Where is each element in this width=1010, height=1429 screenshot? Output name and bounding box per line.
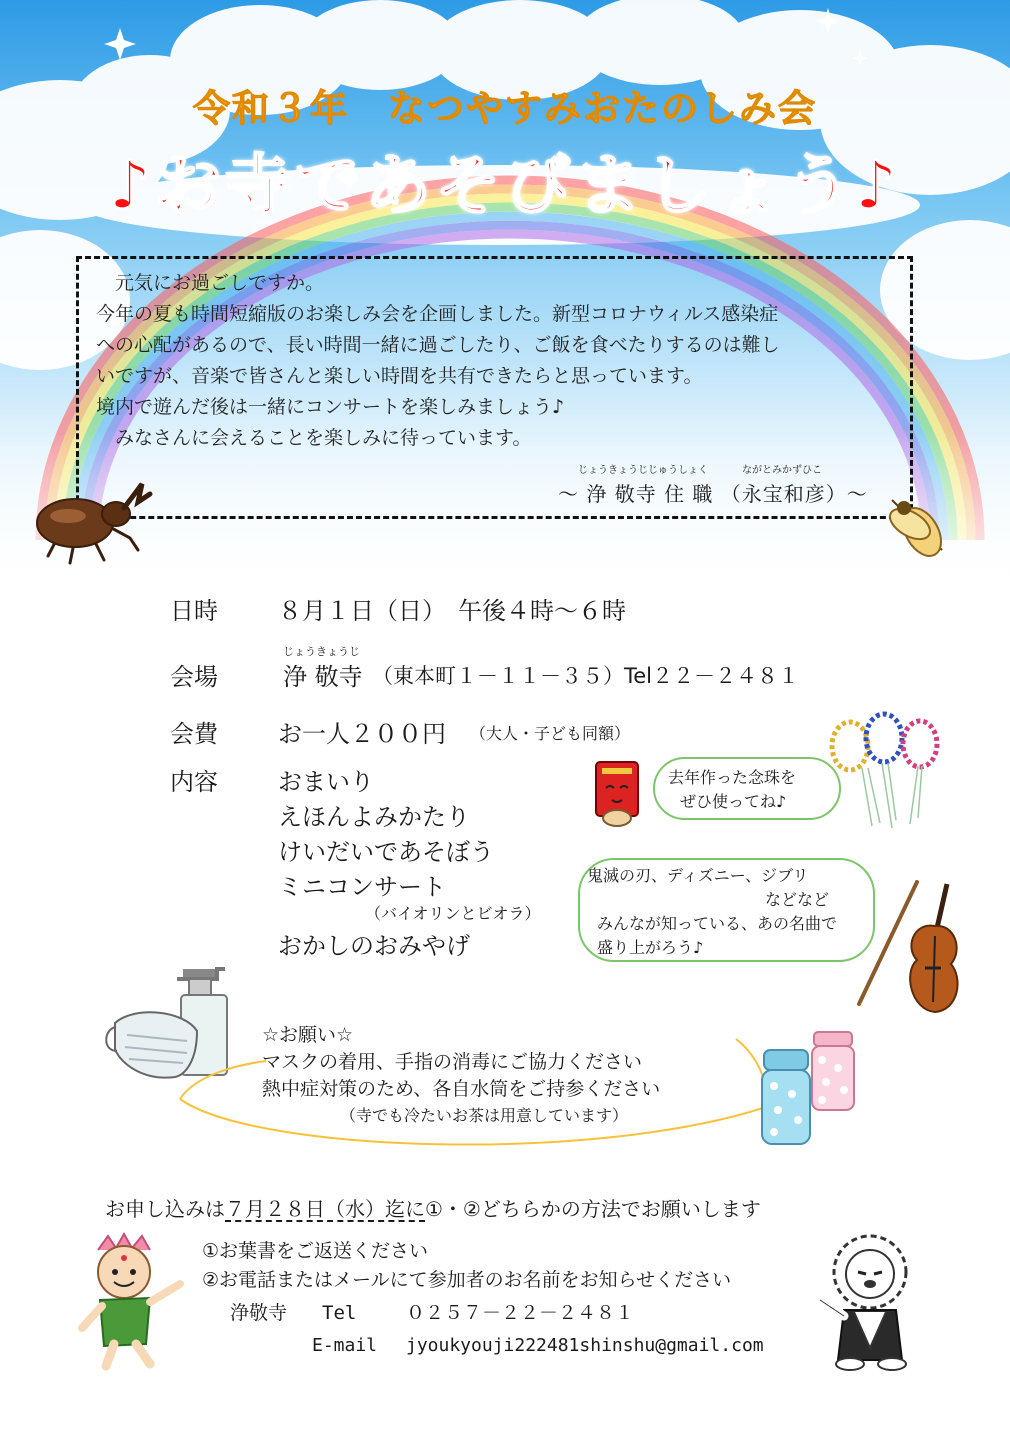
lion-monk-mascot-icon	[810, 1228, 925, 1373]
date-value: ８月１日（日） 午後４時～６時	[278, 597, 626, 625]
content-item-4: ミニコンサート	[278, 873, 446, 901]
application-deadline: ７月２８日（水）迄に	[225, 1197, 425, 1221]
signature-ruby-left: じょうきょうじじゅうしょく	[578, 465, 708, 476]
concert-note: （バイオリンとビオラ）	[365, 904, 541, 923]
venue-label: 会場	[170, 663, 218, 691]
beetle-icon	[30, 478, 155, 568]
fee-note: （大人・子ども同額）	[470, 724, 631, 743]
greeting-line-2: 今年の夏も時間短縮版のお楽しみ会を企画しました。新型コロナウィルス感染症	[96, 303, 779, 325]
content-label: 内容	[170, 768, 218, 796]
fee-label: 会費	[170, 720, 218, 748]
venue-ruby: じょうきょうじ	[283, 645, 360, 658]
music-bubble-line-4: 盛り上がろう♪	[597, 938, 704, 957]
music-bubble-line-3: みんなが知っている、あの名曲で	[597, 914, 838, 933]
content-item-2: えほんよみかたり	[278, 803, 470, 831]
venue-address: （東本町１－１１－３５）Tel２２－２４８１	[372, 664, 800, 688]
greeting-line-3: への心配があるので、長い時間一緒に過ごしたり、ご飯を食べたりするのは難し	[96, 334, 780, 356]
email-address[interactable]: jyoukyouji222481shinshu@gmail.com	[406, 1335, 764, 1356]
request-line-2: 熱中症対策のため、各自水筒をご持参ください	[262, 1078, 661, 1100]
juzu-bubble-line-2: ぜひ使ってね♪	[680, 792, 787, 811]
venue-name: 浄 敬寺	[283, 663, 363, 691]
tel-label: Tel	[322, 1302, 357, 1324]
signature-ruby-right: ながとみかずひこ	[742, 465, 822, 476]
content-item-5: おかしのおみやげ	[278, 932, 470, 960]
event-title: ♪お寺であそびましょう♪	[108, 147, 902, 224]
greeting-line-6: みなさんに会えることを楽しみに待っています。	[96, 427, 532, 449]
content-item-1: おまいり	[278, 768, 374, 796]
book-mascot-icon	[588, 758, 648, 830]
music-bubble-line-1: 鬼滅の刃、ディズニー、ジブリ	[587, 866, 809, 885]
juzu-bubble-line-1: 去年作った念珠を	[668, 768, 797, 787]
request-line-1: マスクの着用、手指の消毒にご協力ください	[262, 1051, 643, 1073]
tel-number[interactable]: ０２５７－２２－２４８１	[406, 1302, 635, 1324]
greeting-line-1: 元気にお過ごしですか。	[96, 272, 325, 294]
request-note: （寺でも冷たいお茶は用意しています）	[340, 1106, 629, 1125]
greeting-line-5: 境内で遊んだ後は一緒にコンサートを楽しみましょう♪	[96, 396, 565, 418]
application-intro-after: ①・②どちらかの方法でお願いします	[425, 1197, 761, 1221]
music-bubble-line-2: などなど	[765, 890, 830, 909]
event-subtitle: 令和３年 なつやすみおたのしみ会	[193, 87, 817, 130]
fee-value: お一人２００円	[278, 720, 446, 748]
application-option-1: ①お葉書をご返送ください	[202, 1240, 429, 1262]
greeting-line-4: いですが、音楽で皆さんと楽しい時間を共有できたらと思っています。	[96, 365, 703, 387]
lotus-mascot-icon	[70, 1232, 190, 1372]
email-label: E-mail	[312, 1335, 378, 1356]
application-intro-before: お申し込みは	[105, 1197, 225, 1221]
signature: ～ 浄 敬寺 住 職 （永宝和彦）～	[558, 482, 868, 506]
juzu-bracelets-icon	[822, 708, 947, 833]
application-intro	[105, 1196, 761, 1222]
content-item-3: けいだいであそぼう	[278, 838, 494, 866]
cicada-icon	[882, 490, 957, 565]
request-title: ☆お願い☆	[262, 1024, 354, 1046]
date-label: 日時	[170, 597, 218, 625]
violin-icon	[855, 878, 965, 1018]
temple-name: 浄敬寺	[230, 1302, 288, 1324]
water-bottles-icon	[752, 1028, 862, 1148]
application-option-2: ②お電話またはメールにて参加者のお名前をお知らせください	[202, 1269, 732, 1291]
